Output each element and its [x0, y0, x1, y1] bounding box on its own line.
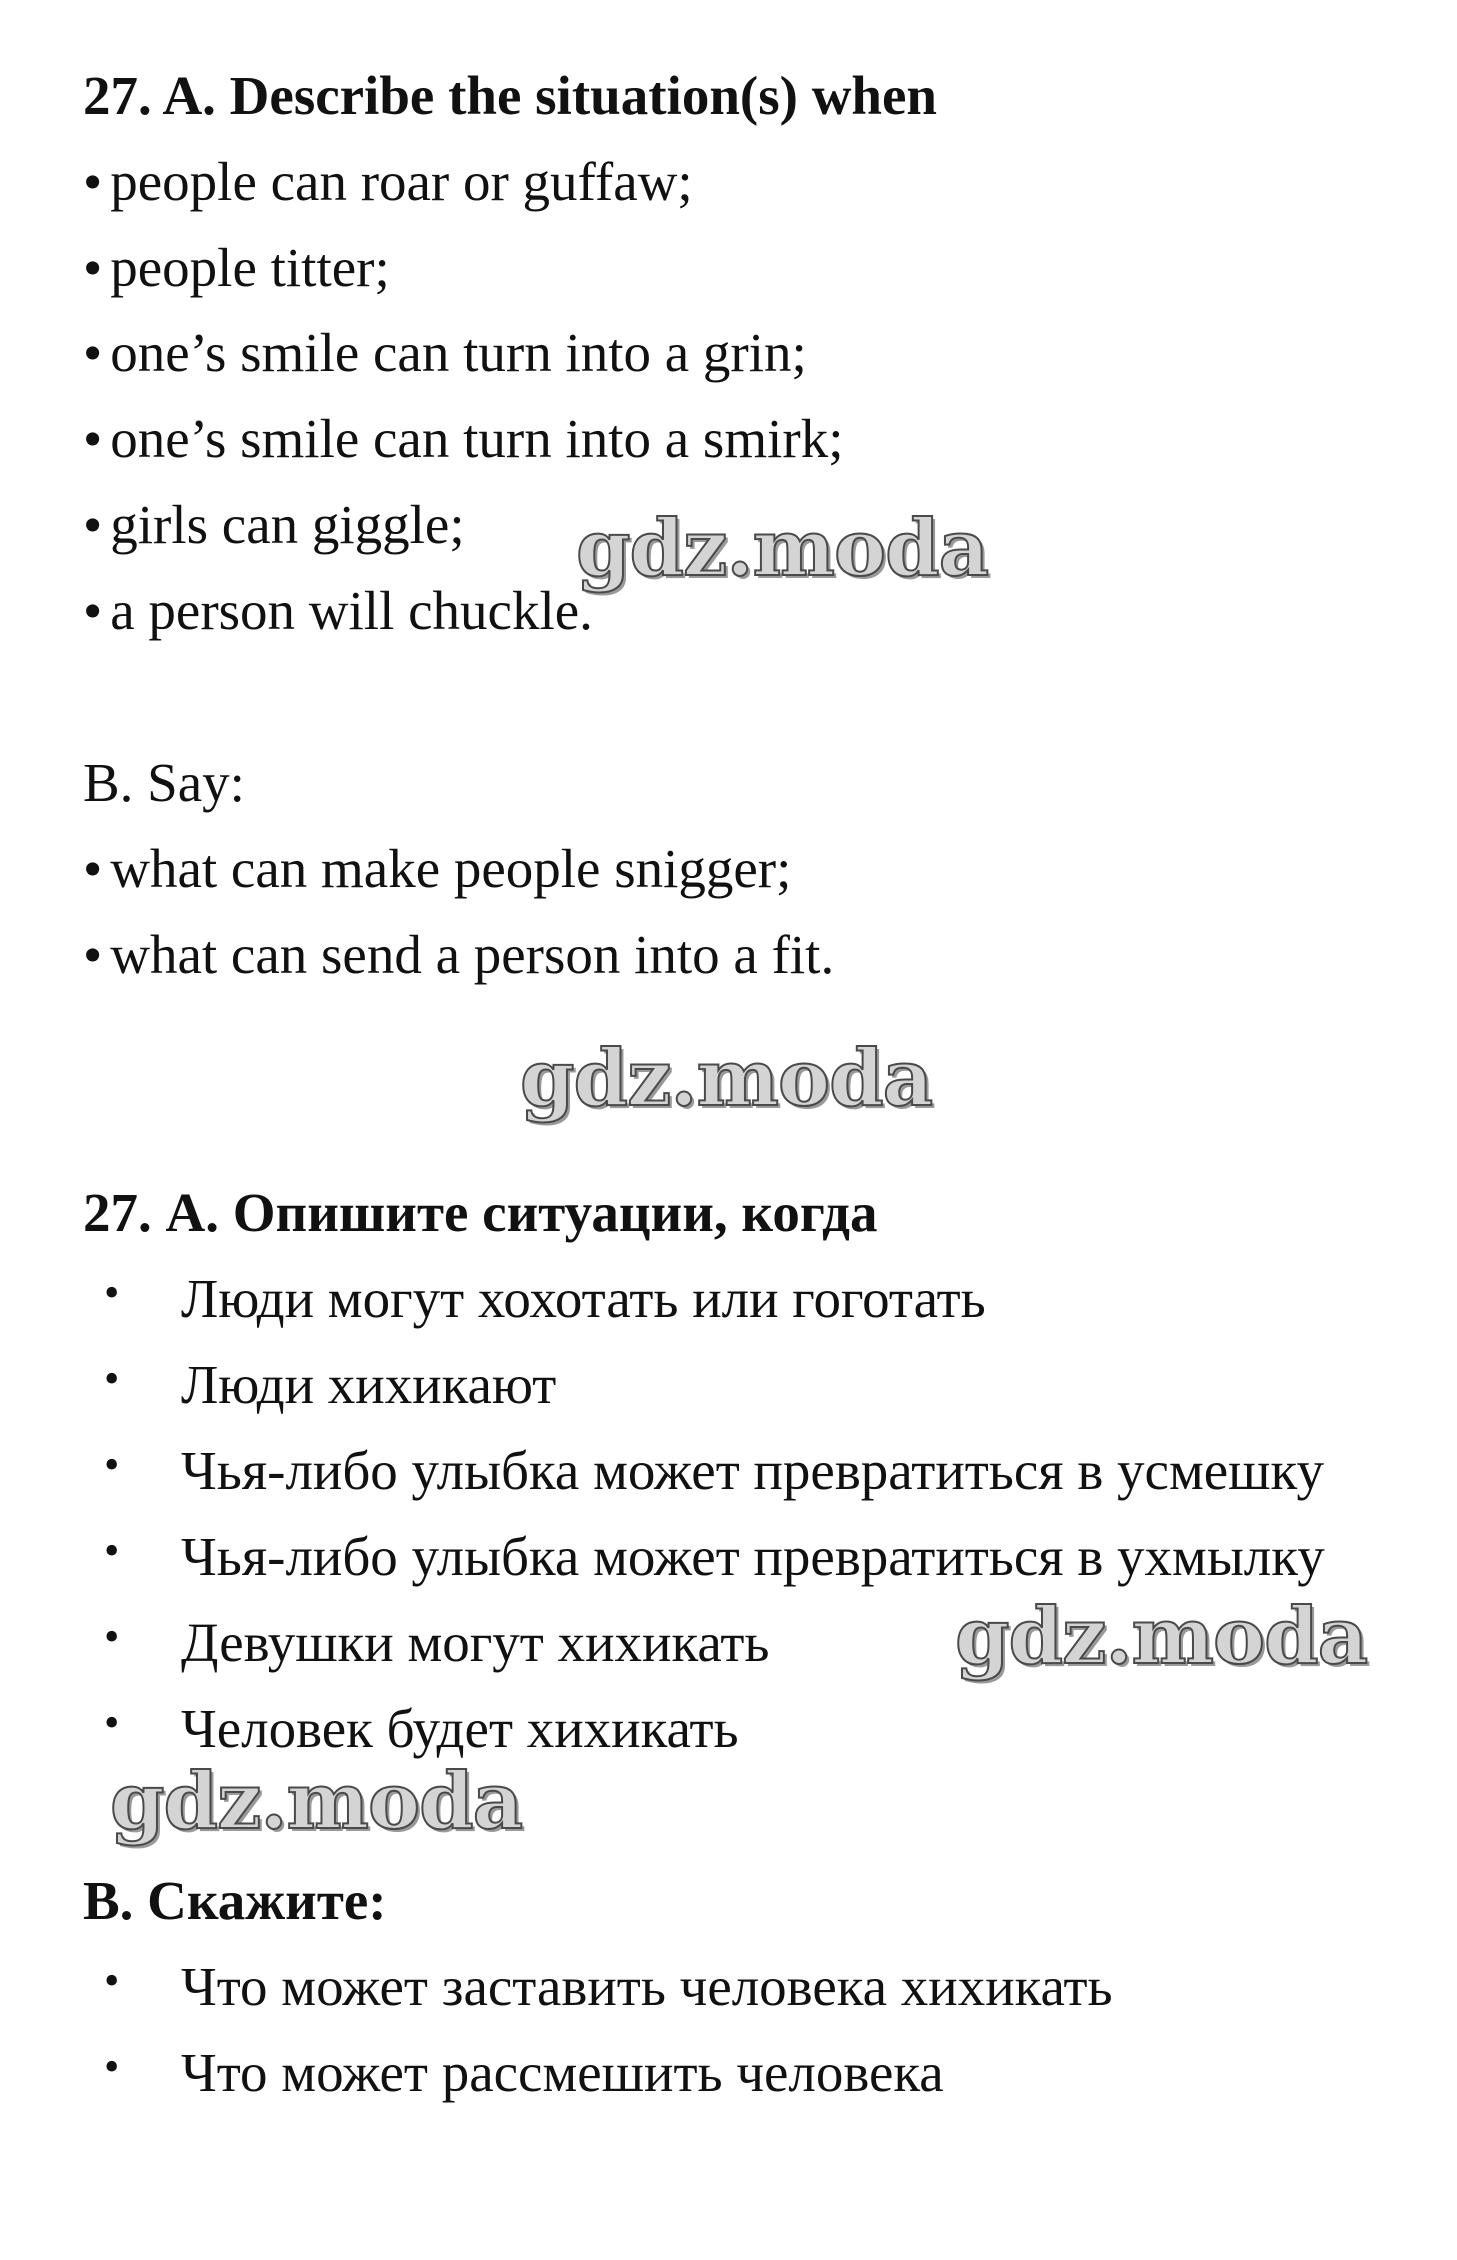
list-item-text: girls can giggle;	[110, 494, 465, 555]
watermark-logo: gdz.moda	[520, 1033, 933, 1124]
list-item	[83, 408, 844, 469]
russian-part-b-heading: В. Скажите:	[83, 1870, 387, 1931]
bullet: •	[83, 838, 103, 899]
bullet: •	[83, 924, 103, 985]
bullet: •	[104, 1698, 120, 1747]
bullet: •	[104, 1956, 120, 2005]
bullet: •	[104, 1612, 120, 1661]
list-item	[83, 838, 792, 899]
list-item-text: people can roar or guffaw;	[110, 151, 693, 212]
list-item	[83, 322, 807, 383]
list-item-text: Девушки могут хихикать	[181, 1612, 770, 1673]
bullet: •	[104, 1268, 120, 1317]
list-item-text: one’s smile can turn into a grin;	[110, 322, 807, 383]
list-item	[83, 151, 693, 212]
list-item-text: people titter;	[110, 237, 390, 298]
watermark-logo: gdz.moda	[955, 1591, 1368, 1682]
list-item	[83, 924, 835, 985]
list-item-text: a person will chuckle.	[110, 580, 593, 641]
bullet: •	[83, 237, 103, 298]
bullet: •	[83, 580, 103, 641]
list-item	[83, 580, 593, 641]
bullet: •	[104, 2042, 120, 2091]
list-item-text: Что может рассмешить человека	[181, 2042, 944, 2103]
list-item-text: Люди хихикают	[181, 1354, 557, 1415]
bullet: •	[104, 1526, 120, 1575]
watermark-logo: gdz.moda	[110, 1756, 523, 1847]
bullet: •	[83, 151, 103, 212]
list-item-text: Человек будет хихикать	[181, 1698, 739, 1759]
list-item	[83, 237, 390, 298]
english-part-a-heading: 27. A. Describe the situation(s) when	[83, 65, 938, 126]
watermark-logo: gdz.moda	[576, 503, 989, 594]
english-part-b-heading: B. Say:	[83, 752, 245, 813]
bullet: •	[104, 1354, 120, 1403]
russian-part-a-heading: 27. А. Опишите ситуации, когда	[83, 1182, 878, 1243]
list-item-text: what can send a person into a fit.	[110, 924, 835, 985]
list-item-text: Что может заставить человека хихикать	[181, 1956, 1113, 2017]
bullet: •	[104, 1440, 120, 1489]
list-item-text: Чья-либо улыбка может превратиться в усмешку	[181, 1440, 1324, 1501]
list-item	[83, 494, 465, 555]
bullet: •	[83, 322, 103, 383]
list-item-text: what can make people snigger;	[110, 838, 792, 899]
bullet: •	[83, 494, 103, 555]
list-item-text: one’s smile can turn into a smirk;	[110, 408, 844, 469]
list-item-text: Люди могут хохотать или гоготать	[181, 1268, 986, 1329]
list-item-text: Чья-либо улыбка может превратиться в ухмылку	[181, 1526, 1325, 1587]
bullet: •	[83, 408, 103, 469]
